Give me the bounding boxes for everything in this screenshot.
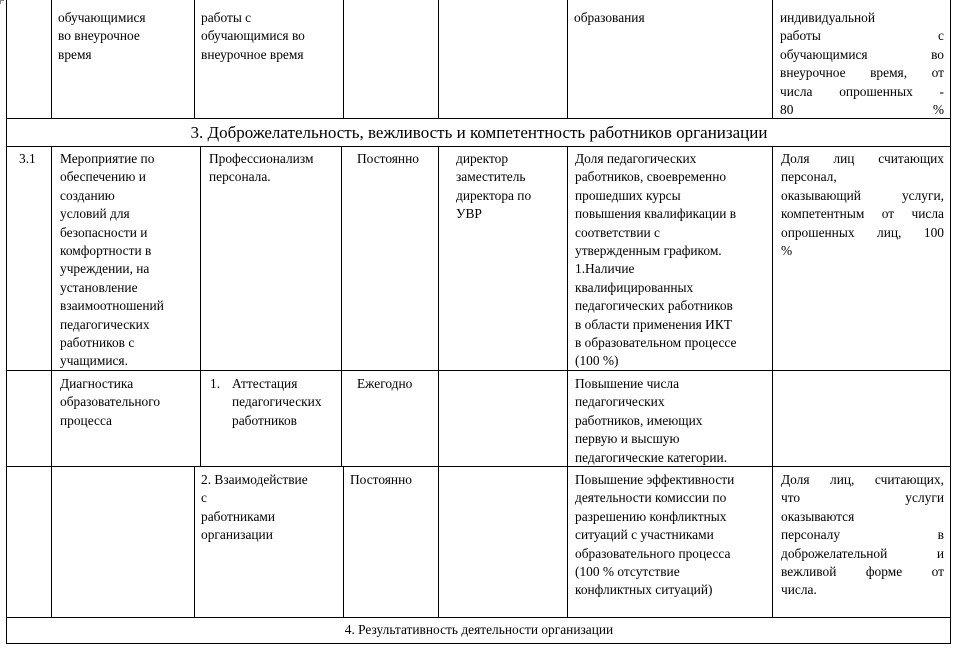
cell-inter-content <box>201 471 308 545</box>
col-divider <box>567 146 568 617</box>
text-line: обеспечению и <box>60 169 146 185</box>
col-divider <box>194 466 195 617</box>
cell-diag-result <box>575 375 727 467</box>
text-line: % <box>781 243 793 259</box>
text-line: организации <box>201 527 273 543</box>
text-line: педагогических <box>232 394 322 410</box>
cell-diag-content <box>232 375 322 430</box>
cell-inter-result <box>575 471 734 600</box>
text-line: взаимоотношений <box>60 298 164 314</box>
cell-diag-measure <box>60 375 160 430</box>
cell-top-col1 <box>58 9 146 64</box>
text-line: Аттестация <box>232 376 298 391</box>
text-line: педагогические категории. <box>575 449 728 465</box>
text-line: Доля педагогических <box>575 151 697 166</box>
text-line: работников с <box>60 335 135 351</box>
text-line: внеурочное время <box>201 46 304 62</box>
text-line: время <box>58 46 92 62</box>
cell-diag-period: Ежегодно <box>357 376 413 391</box>
text-line: повышения квалификации в <box>575 206 737 222</box>
text-line: обучающимися во <box>201 28 305 44</box>
cell-31-measure <box>60 150 164 371</box>
text-line: утвержденным графиком. <box>575 243 722 259</box>
text-line: комфортности в <box>60 243 152 259</box>
text-line: Профессионализм <box>209 151 314 166</box>
text-line: учащимися. <box>60 353 128 369</box>
text-line: работниками <box>201 508 276 524</box>
text-line: Мероприятие по <box>60 151 155 166</box>
cell-31-period: Постоянно <box>357 151 419 166</box>
text-line: педагогических работников <box>575 298 733 314</box>
border-left <box>6 0 7 644</box>
text-line: 80 % <box>780 102 944 118</box>
text-line: образования <box>574 10 645 25</box>
text-line: Доля лиц, считающих, <box>781 472 944 487</box>
col-divider <box>772 146 773 617</box>
text-line: установление <box>60 279 138 295</box>
cell-top-col6 <box>780 9 944 119</box>
text-line: процесса <box>60 412 112 428</box>
text-line: индивидуальной <box>780 10 876 25</box>
text-line: Повышение числа <box>575 376 680 391</box>
text-line: оказывающий услуги, <box>781 187 944 203</box>
text-line: во внеурочное <box>58 28 140 44</box>
col-divider <box>51 146 52 617</box>
text-line: обучающимися <box>58 10 146 25</box>
text-line: образовательного <box>60 394 161 410</box>
col-divider <box>341 146 342 466</box>
text-line: 2. Взаимодействие <box>201 472 308 487</box>
text-line: Повышение эффективности <box>575 472 735 487</box>
cell-diag-list-number: 1. <box>210 376 221 391</box>
text-line: Диагностика <box>60 376 134 391</box>
text-line: персонал, <box>781 169 837 185</box>
corner-mark <box>0 0 4 4</box>
text-line: безопасности и <box>60 224 148 240</box>
text-line: деятельности комиссии по <box>575 490 727 506</box>
text-line: прошедших курсы <box>575 187 681 203</box>
col-divider <box>200 146 201 466</box>
text-line: работников, имеющих <box>575 412 703 428</box>
text-line: (100 % отсутствие <box>575 564 680 580</box>
rule-section3-bottom <box>6 146 951 147</box>
text-line: созданию <box>60 187 115 203</box>
cell-inter-indicator <box>781 471 944 600</box>
text-line: опрошенных лиц, 100 <box>781 224 944 240</box>
col-divider <box>194 0 195 118</box>
text-line: (100 %) <box>575 353 619 369</box>
col-divider <box>567 0 568 118</box>
text-line: Доля лиц считающих <box>781 151 944 166</box>
text-line: ситуаций с участниками <box>575 527 714 543</box>
text-line: 1.Наличие <box>575 261 635 277</box>
text-line: директора по <box>456 187 532 203</box>
text-line: компетентным от числа <box>781 206 944 222</box>
cell-top-col5 <box>574 9 645 27</box>
cell-31-content <box>209 150 313 187</box>
col-divider <box>343 466 344 617</box>
text-line: работы с <box>201 10 252 25</box>
text-line: работников <box>232 412 297 428</box>
text-line: в области применения ИКТ <box>575 316 732 332</box>
section-3-heading: 3. Доброжелательность, вежливость и компетентность работников организации <box>190 123 768 142</box>
text-line: педагогических <box>60 316 150 332</box>
text-line: что услуги <box>781 490 944 506</box>
text-line: образовательного процесса <box>575 545 731 561</box>
text-line: конфликтных ситуаций) <box>575 582 713 598</box>
cell-31-indicator <box>781 150 944 260</box>
text-line: учреждении, на <box>60 261 150 277</box>
text-line: работы с <box>780 28 944 44</box>
col-divider <box>438 146 439 617</box>
rule-row-diag-bottom <box>6 466 951 467</box>
text-line: квалифицированных <box>575 279 694 295</box>
text-line: директор <box>456 151 509 166</box>
text-line: вежливой форме от <box>781 564 944 580</box>
text-line: персоналу в <box>781 527 944 543</box>
cell-31-responsible <box>456 150 531 224</box>
text-line: условий для <box>60 206 130 222</box>
text-line: с <box>201 490 207 506</box>
border-right <box>950 0 951 644</box>
text-line: обучающимися во <box>780 46 944 62</box>
cell-top-col2 <box>201 9 305 64</box>
text-line: внеурочное время, от <box>780 65 944 81</box>
text-line: педагогических <box>575 394 665 410</box>
text-line: персонала. <box>209 169 271 185</box>
col-divider <box>438 0 439 118</box>
text-line: числа. <box>781 582 817 598</box>
text-line: числа опрошенных - <box>780 83 944 99</box>
rule-section4-bottom <box>6 643 951 644</box>
rule-row-inter-bottom <box>6 617 951 618</box>
section-4-heading: 4. Результативность деятельности организации <box>344 622 614 637</box>
text-line: первую и высшую <box>575 431 680 447</box>
col-divider <box>51 0 52 118</box>
text-line: соответствии с <box>575 224 660 240</box>
text-line: оказываются <box>781 508 855 524</box>
text-line: доброжелательной и <box>781 545 944 561</box>
text-line: работников, своевременно <box>575 169 727 185</box>
cell-31-result <box>575 150 736 371</box>
row-number: 3.1 <box>19 151 36 166</box>
col-divider <box>772 0 773 118</box>
col-divider <box>343 0 344 118</box>
text-line: разрешению конфликтных <box>575 508 727 524</box>
text-line: заместитель <box>456 169 526 185</box>
text-line: УВР <box>456 206 482 222</box>
text-line: в образовательном процессе <box>575 335 737 351</box>
cell-inter-period: Постоянно <box>350 472 412 487</box>
